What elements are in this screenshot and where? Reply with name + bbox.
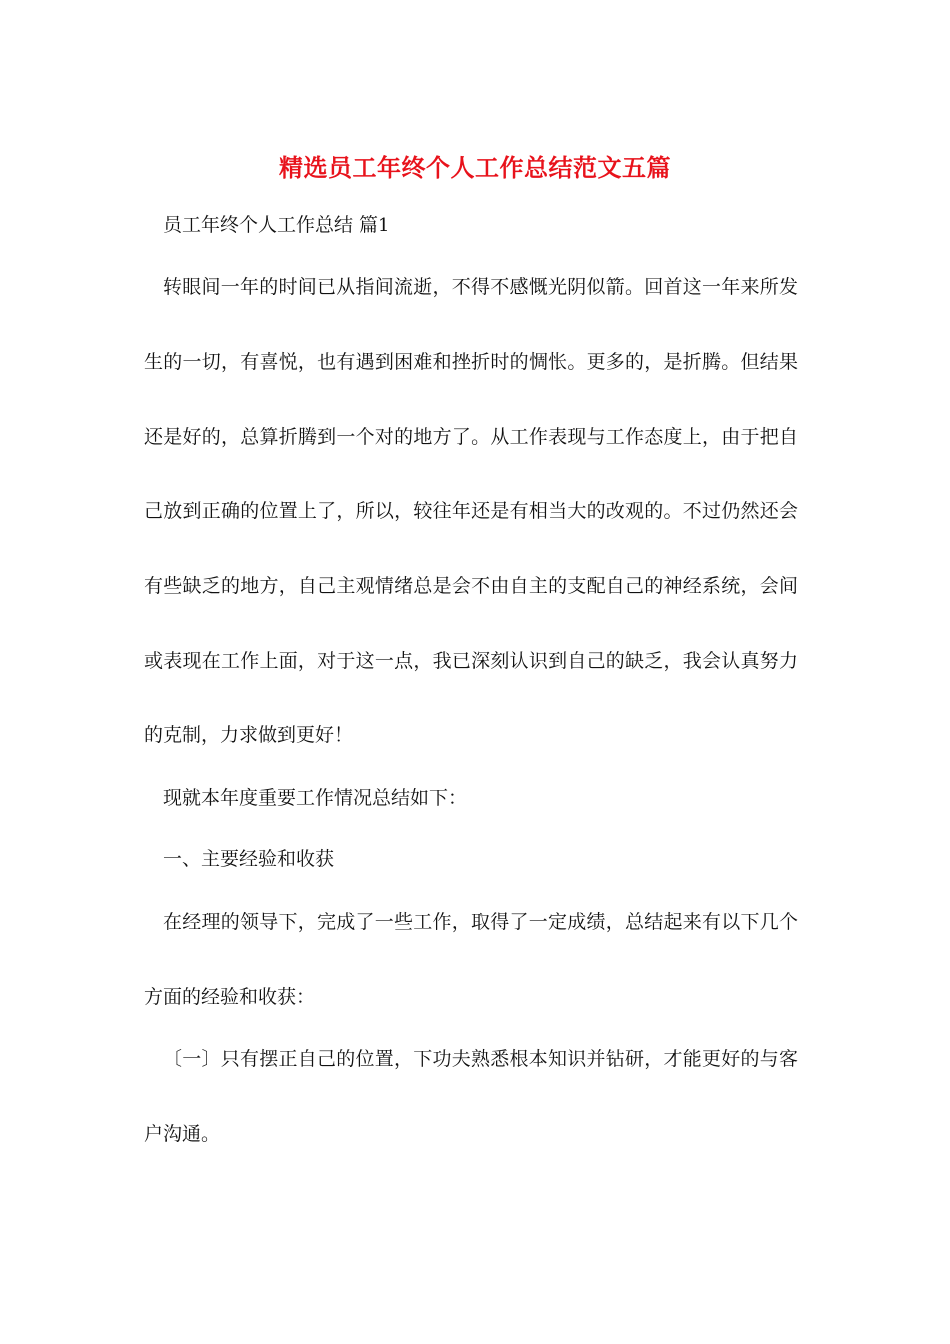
paragraph-line: 在经理的领导下，完成了一些工作，取得了一定成绩，总结起来有以下几个: [163, 911, 798, 933]
paragraph-line: 生的一切，有喜悦，也有遇到困难和挫折时的惆怅。更多的，是折腾。但结果: [144, 351, 798, 373]
paragraph-line: 己放到正确的位置上了，所以，较往年还是有相当大的改观的。不过仍然还会: [144, 500, 798, 522]
section-heading: [163, 211, 798, 240]
paragraph-line: 方面的经验和收获：: [144, 986, 316, 1008]
paragraph-line: 有些缺乏的地方，自己主观情绪总是会不由自主的支配自己的神经系统，会间: [144, 575, 798, 597]
paragraph-line: 〔一〕只有摆正自己的位置，下功夫熟悉根本知识并钻研，才能更好的与客: [163, 1048, 798, 1070]
paragraph-line: 还是好的，总算折腾到一个对的地方了。从工作表现与工作态度上，由于把自: [144, 426, 798, 448]
section-heading-text: 员工年终个人工作总结 篇: [163, 214, 379, 236]
subsection-heading: 一、主要经验和收获: [163, 848, 335, 870]
paragraph-line: 或表现在工作上面，对于这一点，我已深刻认识到自己的缺乏，我会认真努力: [144, 650, 798, 672]
paragraph-line: 转眼间一年的时间已从指间流逝，不得不感慨光阴似箭。回首这一年来所发: [163, 276, 798, 298]
paragraph-line: 现就本年度重要工作情况总结如下：: [163, 787, 468, 809]
section-heading-number: 1: [378, 215, 390, 236]
paragraph-line: 的克制，力求做到更好！: [144, 724, 354, 746]
document-title: 精选员工年终个人工作总结范文五篇: [279, 154, 671, 182]
paragraph-line: 户沟通。: [144, 1123, 221, 1145]
